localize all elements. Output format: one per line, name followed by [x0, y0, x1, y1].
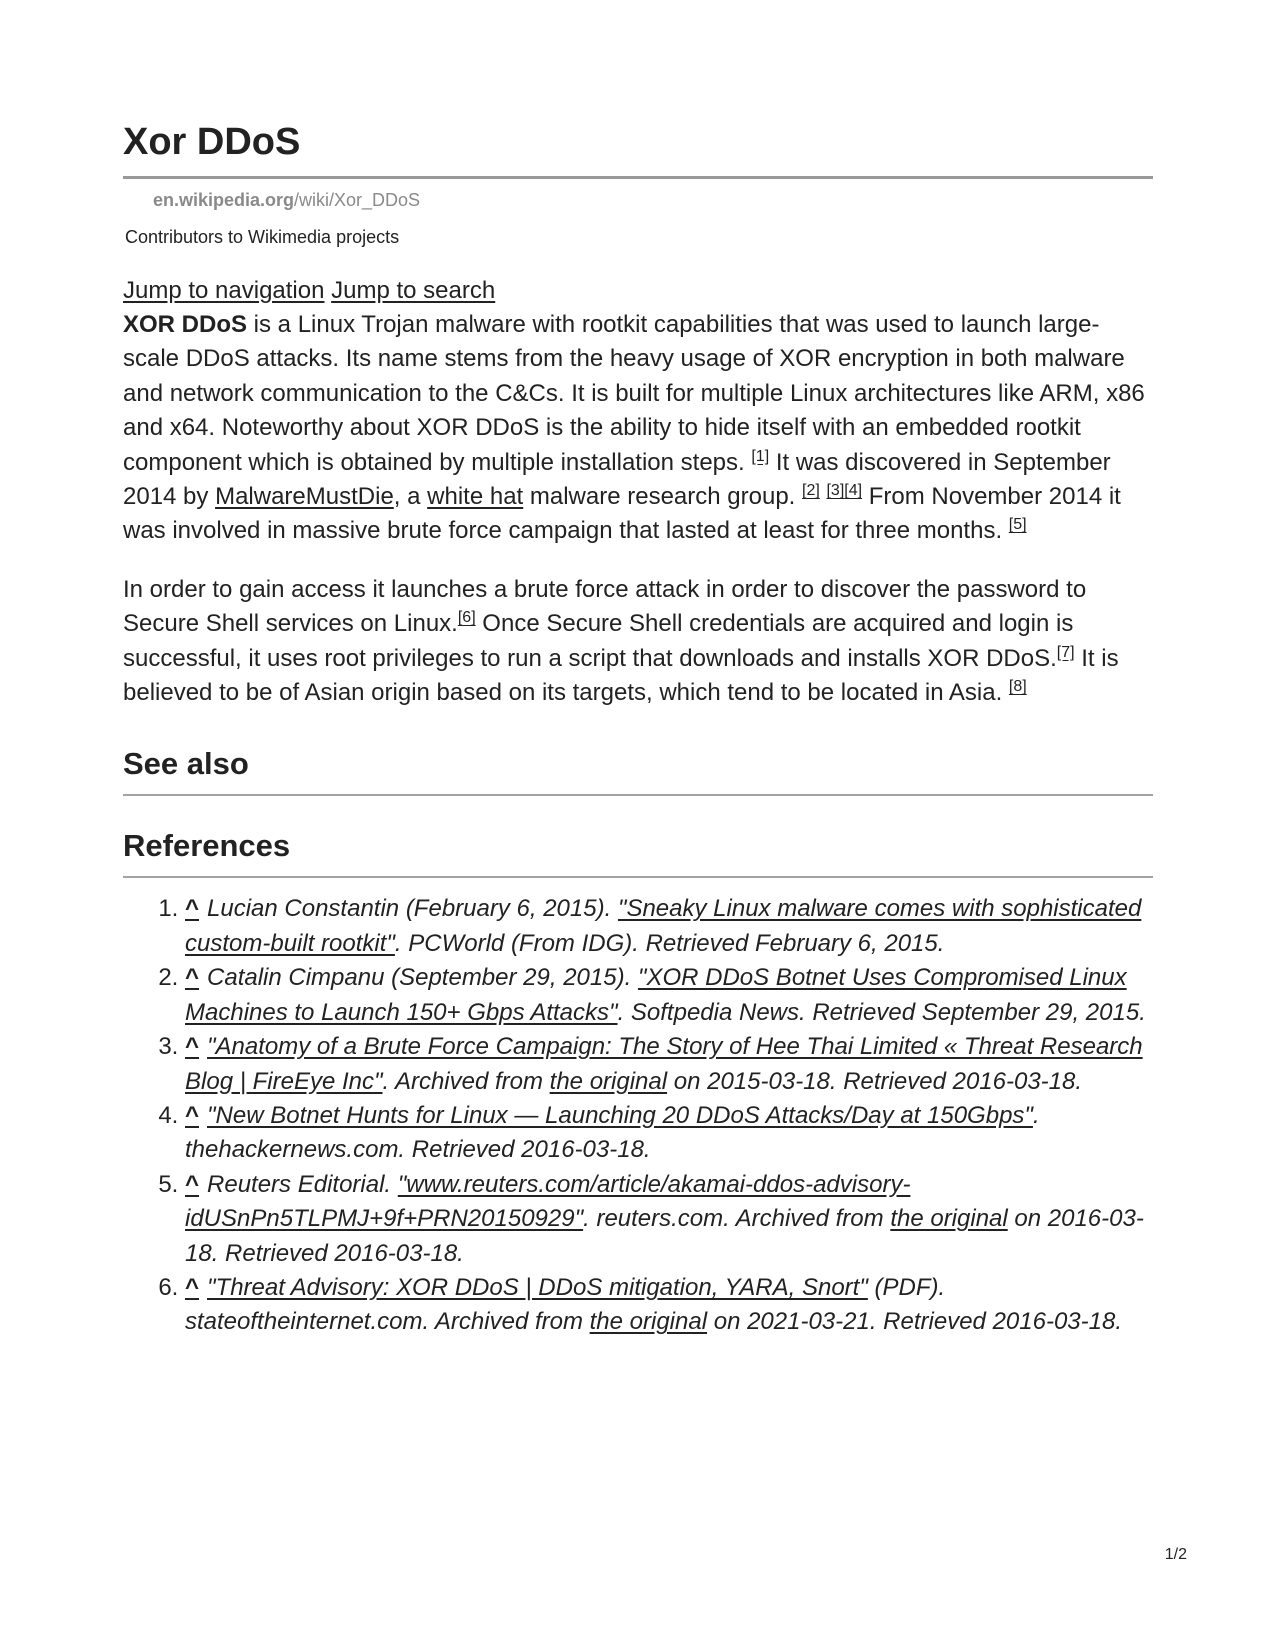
text: It was discovered in September 2014 by: [123, 448, 1111, 511]
text: is a Linux Trojan malware with rootkit capabilities that was used to launch large-scale DDoS attacks. Its name stems from the heavy usage of XOR encryption in both malware and network communication to the C&Cs. It is built for multiple Linux architectures like ARM, x86 and x64. Noteworthy about XOR DDoS is the ability to hide itself with an embedded rootkit component which is obtained by multiple installation steps.: [123, 311, 1145, 476]
backlink-caret[interactable]: ^: [185, 1033, 200, 1061]
backlink-caret[interactable]: ^: [185, 964, 200, 992]
reference-link[interactable]: "Anatomy of a Brute Force Campaign: The Story of Hee Thai Limited « Threat Research Blog | FireEye Inc": [185, 1033, 1143, 1095]
text: , a: [393, 483, 428, 511]
source-path: /wiki/Xor_DDoS: [294, 190, 421, 210]
reference-link[interactable]: "XOR DDoS Botnet Uses Compromised Linux Machines to Launch 150+ Gbps Attacks": [185, 964, 1127, 1026]
text: on 2015-03-18. Retrieved 2016-03-18.: [667, 1067, 1083, 1095]
list-item: [185, 1099, 1153, 1168]
list-item: [185, 1271, 1153, 1340]
reference-link[interactable]: "New Botnet Hunts for Linux — Launching 20 DDoS Attacks/Day at 150Gbps": [207, 1101, 1033, 1129]
second-paragraph: [123, 573, 1153, 711]
see-also-heading: See also: [123, 744, 1153, 796]
text: . Softpedia News. Retrieved September 29, 2015.: [617, 998, 1146, 1026]
text: In order to gain access it launches a brute force attack in order to discover the password to Secure Shell services on Linux.: [123, 575, 1087, 638]
backlink-caret[interactable]: ^: [185, 1170, 200, 1198]
text: on 2016-03-18. Retrieved 2016-03-18.: [185, 1205, 1144, 1267]
page-title: Xor DDoS: [123, 120, 1153, 179]
page-number: 1/2: [1164, 1546, 1187, 1563]
backlink-caret[interactable]: ^: [185, 1273, 200, 1301]
jump-links: [123, 274, 1153, 308]
text: . reuters.com. Archived from: [583, 1205, 891, 1233]
backlink-caret[interactable]: ^: [185, 1101, 200, 1129]
list-item: [185, 1030, 1153, 1099]
text: (PDF). stateoftheinternet.com. Archived from: [185, 1273, 946, 1336]
text: It is believed to be of Asian origin based on its targets, which tend to be located in Asia.: [123, 644, 1119, 707]
intro-paragraph: [123, 308, 1153, 549]
citation-6[interactable]: [6]: [457, 609, 476, 627]
reference-link[interactable]: "Threat Advisory: XOR DDoS | DDoS mitigation, YARA, Snort": [207, 1273, 868, 1301]
reference-list: [123, 892, 1153, 1339]
authors: Contributors to Wikimedia projects: [125, 227, 400, 247]
citation-5[interactable]: [5]: [1008, 516, 1027, 534]
jump-to-search-link[interactable]: Jump to search: [331, 277, 496, 304]
citation-3[interactable]: [3]: [826, 482, 845, 500]
citation-1[interactable]: [1]: [751, 447, 770, 465]
reference-link[interactable]: "Sneaky Linux malware comes with sophisticated custom-built rootkit": [185, 895, 1142, 957]
text: on 2021-03-21. Retrieved 2016-03-18.: [707, 1308, 1122, 1336]
reference-link[interactable]: "www.reuters.com/article/akamai-ddos-advisory-idUSnPn5TLPMJ+9f+PRN20150929": [185, 1170, 911, 1233]
text: . thehackernews.com. Retrieved 2016-03-18.: [185, 1101, 1040, 1164]
citation-4[interactable]: [4]: [844, 482, 863, 500]
list-item: [185, 1168, 1153, 1271]
malwaremustdie-link[interactable]: MalwareMustDie: [215, 483, 394, 511]
citation-8[interactable]: [8]: [1008, 678, 1027, 696]
text: malware research group.: [523, 483, 803, 511]
list-item: [185, 892, 1153, 961]
article-subject: XOR DDoS: [123, 311, 248, 338]
archived-original-link[interactable]: the original: [890, 1205, 1008, 1233]
backlink-caret[interactable]: ^: [185, 895, 200, 923]
text: Once Secure Shell credentials are acquired and login is successful, it uses root privileges to run a script that downloads and installs XOR DDoS.: [123, 610, 1074, 672]
archived-original-link[interactable]: the original: [589, 1308, 708, 1336]
references-heading: References: [123, 826, 1153, 878]
text: Lucian Constantin (February 6, 2015).: [207, 895, 618, 923]
white-hat-link[interactable]: white hat: [427, 483, 524, 511]
citation-2[interactable]: [2]: [802, 482, 820, 500]
text: . PCWorld (From IDG). Retrieved February 6, 2015.: [394, 929, 945, 957]
archived-original-link[interactable]: the original: [549, 1067, 668, 1095]
article: [123, 120, 1153, 1340]
jump-to-navigation-link[interactable]: Jump to navigation: [123, 277, 325, 304]
text: Catalin Cimpanu (September 29, 2015).: [207, 964, 638, 992]
source-domain: en.wikipedia.org: [153, 190, 295, 210]
text: From November 2014 it was involved in massive brute force campaign that lasted at least for three months.: [123, 483, 1121, 545]
text: Reuters Editorial.: [207, 1170, 398, 1198]
citation-7[interactable]: [7]: [1056, 643, 1075, 661]
text: . Archived from: [382, 1067, 550, 1095]
list-item: [185, 961, 1153, 1030]
source-url: [153, 189, 1153, 211]
